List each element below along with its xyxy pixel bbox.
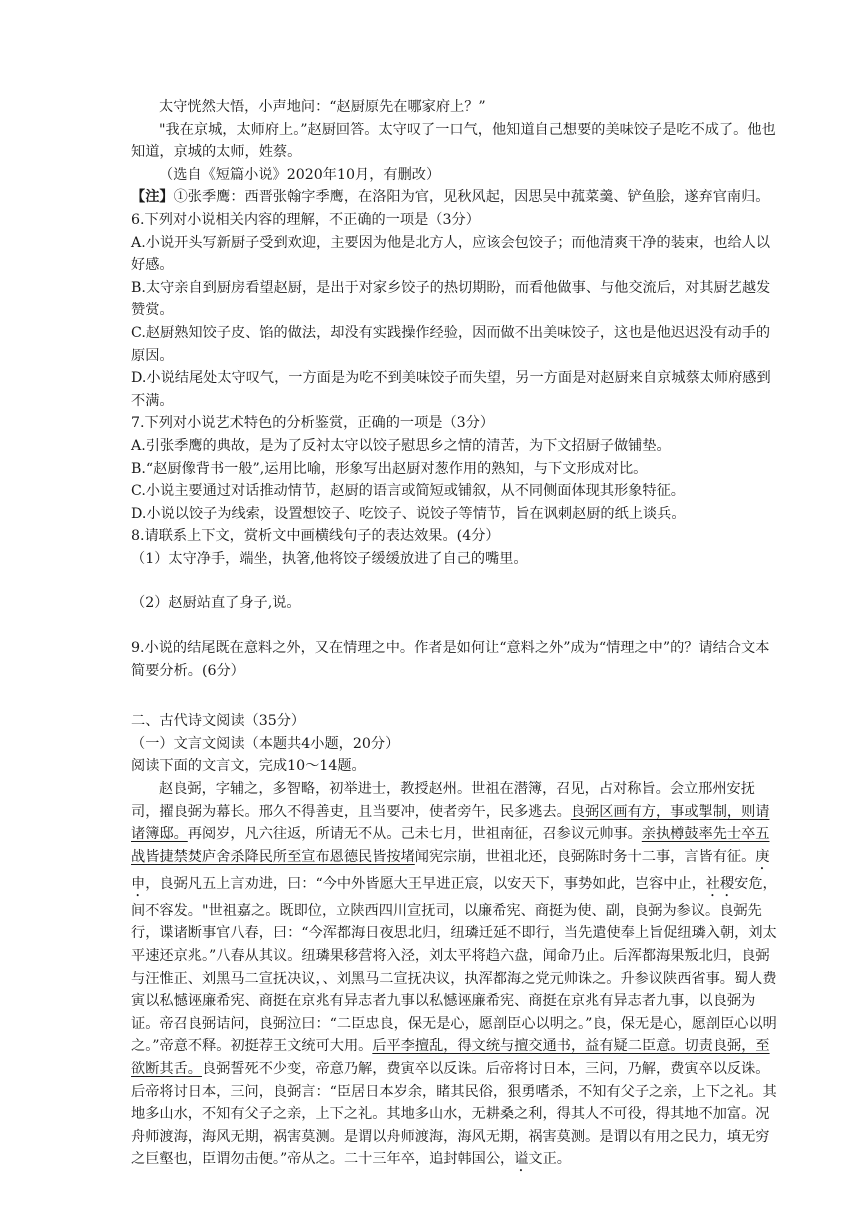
story-paragraph: "我在京城，太师府上。”赵厨回答。太守叹了一口气，他知道自己想要的美味饺子是吃不成了。他也知道，京城的太师，姓蔡。 xyxy=(131,121,776,161)
answer-space xyxy=(131,682,780,710)
subsection-title: （一）文言文阅读（本题共4小题，20分） xyxy=(131,735,400,752)
question-9-stem: 9.小说的结尾既在意料之外，又在情理之中。作者是如何让“意料之外”成为“情理之中”的？请结合文本简要分析。(6分） xyxy=(131,640,770,679)
story-paragraph: 太守恍然大悟，小声地问：“赵厨原先在哪家府上？” xyxy=(159,99,486,115)
dotted-word-sheji: 社稷 xyxy=(705,875,735,892)
question-8-sentence-2: （2）赵厨站直了身子,说。 xyxy=(131,595,301,612)
question-8-sentence-1: （1）太守净手，端坐，执箸,他将饺子缓缓放进了自己的嘴里。 xyxy=(131,550,528,567)
underlined-sentence-2: 亲执樽鼓率先士卒五战皆捷禁焚庐舍杀降民所至宣布恩德民皆按堵 xyxy=(131,826,770,865)
question-6-option-c: C.赵厨熟知饺子皮、馅的做法，却没有实践操作经验，因而做不出美味饺子，这也是他迟迟没有动手的原因。 xyxy=(131,324,771,364)
section-title: 二、古代诗文阅读（35分） xyxy=(131,713,306,730)
question-6-stem: 6.下列对小说相关内容的理解，不正确的一项是（3分） xyxy=(131,211,480,228)
question-7-option-a: A.引张季鹰的典故，是为了反衬太守以饺子慰思乡之情的清苦，为下文招厨子做铺垫。 xyxy=(131,437,671,454)
question-6-option-a: A.小说开头写新厨子受到欢迎，主要因为他是北方人，应该会包饺子；而他清爽干净的装束，也给人以好感。 xyxy=(131,234,771,274)
source-citation: （选自《短篇小说》2020年10月，有删改） xyxy=(159,166,441,183)
underlined-sentence-3: 后平李擅乱，得文统与擅交通书，益有疑二臣意。切责良弼，至欲断其舌。 xyxy=(131,1038,770,1077)
classical-passage: 赵良弼，字辅之，多智略，初举进士，教授赵州。世祖在潜簿，召见，占对称旨。会立邢州安抚司，擢良弼为幕长。邢久不得善吏，且当要冲，使者旁午，民多逃去。良弼区画有方，事或掣制，则请诸簿邸。再阅岁，凡六往返，所请无不从。己未七月，世祖南征，召参议元帅事。亲执樽鼓率先士卒五战皆捷禁焚庐舍杀降民所至宣布恩德民皆按堵闻宪宗崩，世祖北还，良弼陈时务十二事，言皆有征。庚申，良弼凡五上言劝进，曰：“今中外皆愿大王早进正宸，以安天下，事势如此，岂容中止，社稷安危，间不容发。"世祖嘉之。既即位，立陕西四川宣抚司，以廉希宪、商挺为使、副，良弼为参议。良弼先行，谍诸断事官八春，曰：“今浑都海日夜思北归，纽璘迁延不即行，当先遣使奉上旨促纽璘入朝，刘太平速还京兆。”八春从其议。纽璘果移营将入泾，刘太平将趋六盘，闻命乃止。后浑都海果叛北归，良弼与汪惟正、刘黑马二宣抚决议，、刘黑马二宣抚决议，执浑都海之党元帅诛之。升参议陕西省事。蜀人费寅以私憾诬廉希宪、商挺在京兆有异志者九事以私憾诬廉希宪、商挺在京兆有异志者九事，以良弼为证。帝召良弼诘问，良弼泣曰：“二臣忠良，保无是心，愿剖臣心以明之。”良，保无是心，愿剖臣心以明之。”帝意不释。初挺荐王文统可大用。后平李擅乱，得文统与擅交通书，益有疑二臣意。切责良弼，至欲断其舌。良弼誓死不少变，帝意乃解，费寅卒以反诛。后帝将讨日本，三问，乃解，费寅卒以反诛。后帝将讨日本，三问，良弼言：“臣居日本岁余，睹其民俗，狠勇嗜杀，不知有父子之亲，上下之礼。其地多山水，不知有父子之亲，上下之礼。其地多山水，无耕桑之利，得其人不可役，得其地不加富。况舟师渡海，海风无期，祸害莫测。是谓以舟师渡海，海风无期，祸害莫测。是谓以有用之民力，填无穷之巨壑也，臣谓勿击便。”帝从之。二十三年卒，追封韩国公，谥文正。 xyxy=(131,781,777,1168)
question-7-option-b: B.“赵厨像背书一般”,运用比喻，形象写出赵厨对葱作用的熟知，与下文形成对比。 xyxy=(131,460,648,477)
answer-space xyxy=(131,615,780,637)
dotted-word-gengshen: 庚申 xyxy=(131,848,770,892)
question-6-option-b: B.太守亲自到厨房看望赵厨，是出于对家乡饺子的热切期盼，而看他做事、与他交流后，对其厨艺越发赞赏。 xyxy=(131,279,771,319)
note-label: 【注】 xyxy=(131,189,174,206)
question-7-stem: 7.下列对小说艺术特色的分析鉴赏，正确的一项是（3分） xyxy=(131,415,495,432)
question-8-stem: 8.请联系上下文，赏析文中画横线句子的表达效果。(4分） xyxy=(131,528,500,545)
note-text: ①张季鹰：西晋张翰字季鹰，在洛阳为官，见秋风起，因思吴中菰菜羹、铲鱼脍，遂弃官南归。 xyxy=(173,189,770,206)
reading-instruction: 阅读下面的文言文，完成10～14题。 xyxy=(131,758,366,775)
question-6-option-d: D.小说结尾处太守叹气，一方面是为吃不到美味饺子而失望，另一方面是对赵厨来自京城蔡太师府感到不满。 xyxy=(131,370,771,409)
underlined-sentence-1: 良弼区画有方，事或掣制，则请诸簿邸。 xyxy=(131,803,770,843)
question-7-option-d: D.小说以饺子为线索，设置想饺子、吃饺子、说饺子等情节，旨在讽刺赵厨的纸上谈兵。 xyxy=(131,505,686,522)
dotted-word-shi: 谥 xyxy=(514,1151,529,1168)
answer-space xyxy=(131,570,780,592)
annotation-note xyxy=(131,186,780,209)
question-7-option-c: C.小说主要通过对话推动情节，赵厨的语言或简短或铺叙，从不同侧面体现其形象特征。 xyxy=(131,483,685,500)
